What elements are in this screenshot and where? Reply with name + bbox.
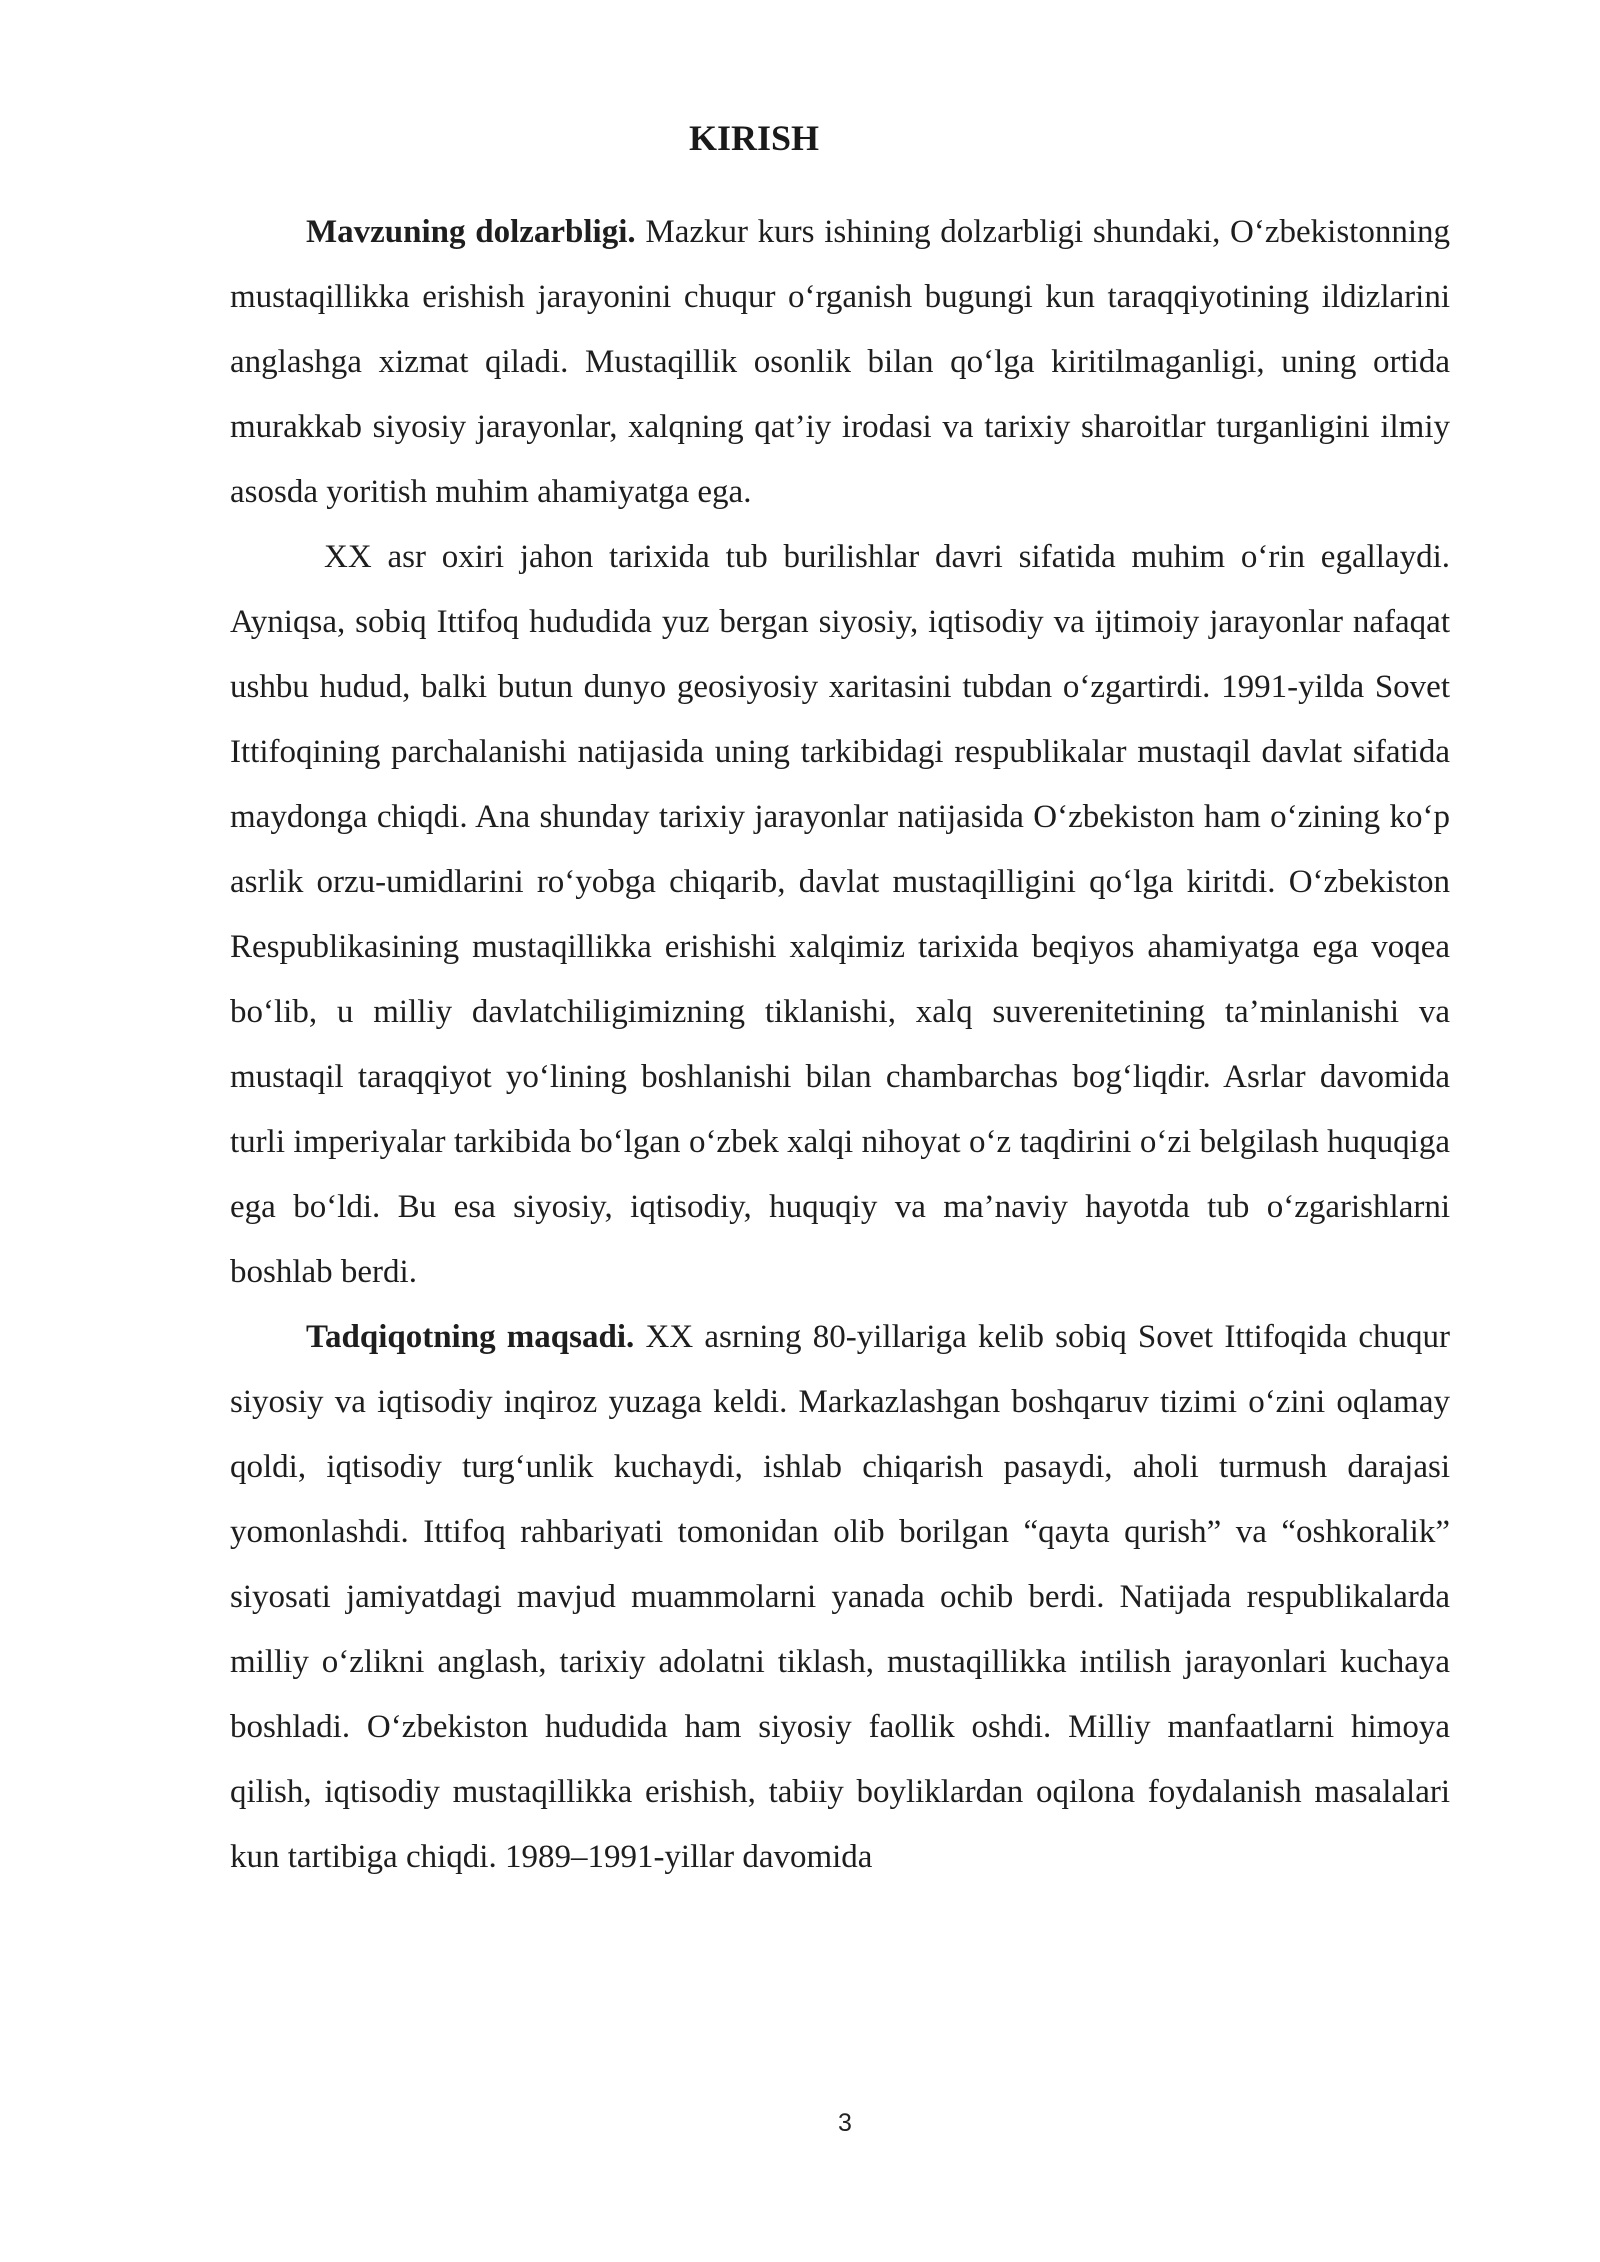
paragraph-text-history: XX asr oxiri jahon tarixida tub burilishlar davri sifatida muhim o‘rin egallaydi. Ayniqsa, sobiq Ittifoq hududida yuz bergan siyosiy, iqtisodiy va ijtimoiy jarayonlar nafaqat ushbu hudud, balki butun dunyo geosiyosiy xaritasini tubdan o‘zgartirdi. 1991-yilda Sovet Ittifoqining parchalanishi natijasida uning tarkibidagi respublikalar mustaqil davlat sifatida maydonga chiqdi. Ana shunday tarixiy jarayonlar natijasida O‘zbekiston ham o‘zining ko‘p asrlik orzu-umidlarini ro‘yobga chiqarib, davlat mustaqilligini qo‘lga kiritdi. O‘zbekiston Respublikasining mustaqillikka erishishi xalqimiz tarixida beqiyos ahamiyatga ega voqea bo‘lib, u milliy davlatchiligimizning tiklanishi, xalq suverenitetining ta’minlanishi va mustaqil taraqqiyot yo‘lining boshlanishi bilan chambarchas bog‘liqdir. Asrlar davomida turli imperiyalar tarkibida bo‘lgan o‘zbek xalqi nihoyat o‘z taqdirini o‘zi belgilash huquqiga ega bo‘ldi. Bu esa siyosiy, iqtisodiy, huquqiy va ma’naviy hayotda tub o‘zgarishlarni boshlab berdi.: [230, 539, 1450, 1290]
paragraph-history: [230, 525, 1450, 1305]
page-number: 3: [838, 2109, 852, 2137]
body-text: [230, 200, 1450, 1890]
section-heading: KIRISH: [688, 118, 820, 158]
paragraph-lead-relevance: Mavzuning dolzarbligi.: [306, 214, 636, 250]
paragraph-text-goal: XX asrning 80-yillariga kelib sobiq Sovet Ittifoqida chuqur siyosiy va iqtisodiy inqiroz yuzaga keldi. Markazlashgan boshqaruv tizimi o‘zini oqlamay qoldi, iqtisodiy turg‘unlik kuchaydi, ishlab chiqarish pasaydi, aholi turmush darajasi yomonlashdi. Ittifoq rahbariyati tomonidan olib borilgan “qayta qurish” va “oshkoralik” siyosati jamiyatdagi mavjud muammolarni yanada ochib berdi. Natijada respublikalarda milliy o‘zlikni anglash, tarixiy adolatni tiklash, mustaqillikka intilish jarayonlari kuchaya boshladi. O‘zbekiston hududida ham siyosiy faollik oshdi. Milliy manfaatlarni himoya qilish, iqtisodiy mustaqillikka erishish, tabiiy boyliklardan oqilona foydalanish masalalari kun tartibiga chiqdi. 1989–1991-yillar davomida: [230, 1319, 1450, 1875]
paragraph-goal: [230, 1305, 1450, 1890]
paragraph-relevance: [230, 200, 1450, 525]
paragraph-lead-goal: Tadqiqotning maqsadi.: [306, 1319, 635, 1355]
paragraph-text-relevance: Mazkur kurs ishining dolzarbligi shundaki, O‘zbekistonning mustaqillikka erishish jarayonini chuqur o‘rganish bugungi kun taraqqiyotining ildizlarini anglashga xizmat qiladi. Mustaqillik osonlik bilan qo‘lga kiritilmaganligi, uning ortida murakkab siyosiy jarayonlar, xalqning qat’iy irodasi va tarixiy sharoitlar turganligini ilmiy asosda yoritish muhim ahamiyatga ega.: [230, 214, 1450, 510]
